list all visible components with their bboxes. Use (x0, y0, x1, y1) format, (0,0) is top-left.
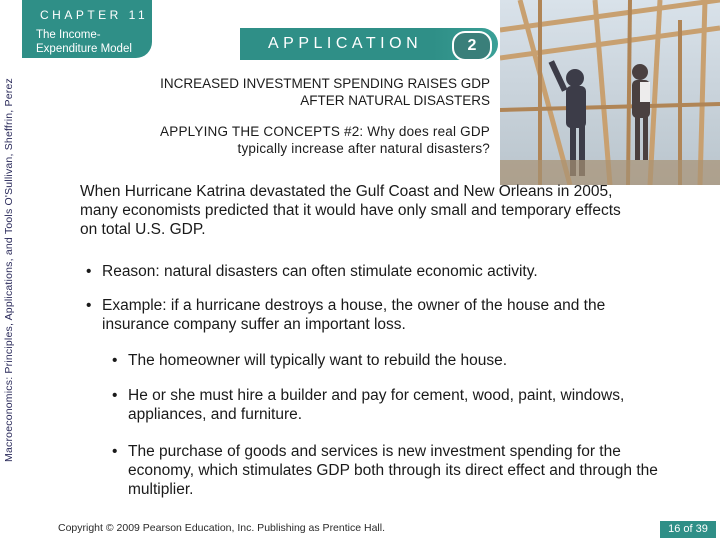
copyright-footer: Copyright © 2009 Pearson Education, Inc. Publishing as Prentice Hall. (58, 522, 386, 534)
bullet-text: The purchase of goods and services is new investment spending for the economy, which stimulates GDP both through its direct effect and through the multiplier. (128, 443, 658, 498)
house-framing-photo (500, 0, 720, 185)
page-number-badge: 16 of 39 (660, 521, 716, 538)
sub-bullet-rebuild (112, 351, 672, 370)
bullet-example (86, 296, 666, 334)
chapter-subtitle-line1: The Income- (36, 29, 101, 41)
question-line2: typically increase after natural disasters? (237, 141, 490, 156)
application-number-badge: 2 (452, 31, 492, 61)
chapter-subtitle (36, 28, 132, 56)
applying-concepts-question (70, 123, 490, 157)
application-label: APPLICATION (268, 35, 423, 52)
bullet-dot: • (86, 263, 92, 280)
bullet-dot: • (86, 297, 92, 314)
chapter-tab (22, 0, 152, 58)
bullet-reason (86, 262, 646, 281)
book-title-sidebar (0, 0, 18, 540)
bullet-text: Reason: natural disasters can often stimulate economic activity. (102, 263, 538, 280)
construction-photo-illustration (500, 0, 720, 185)
book-title-text: Macroeconomics: Principles, Applications, and Tools O'Sullivan, Sheffrin, Perez (3, 78, 15, 462)
bullet-dot: • (112, 352, 118, 369)
headline-line2: AFTER NATURAL DISASTERS (300, 93, 490, 108)
bullet-text: He or she must hire a builder and pay for cement, wood, paint, windows, appliances, and furniture. (128, 387, 625, 423)
question-line1: APPLYING THE CONCEPTS #2: Why does real GDP (160, 124, 490, 139)
sub-bullet-hire-builder (112, 386, 672, 424)
bullet-dot: • (112, 443, 118, 460)
chapter-label: CHAPTER 11 (40, 8, 149, 22)
intro-paragraph: When Hurricane Katrina devastated the Gulf Coast and New Orleans in 2005, many economists predicted that it would have only small and temporary effects on total U.S. GDP. (80, 183, 621, 238)
application-banner (240, 28, 498, 60)
bullet-text: Example: if a hurricane destroys a house, the owner of the house and the insurance company suffer an important loss. (102, 297, 606, 333)
sub-bullet-investment-spending (112, 442, 672, 499)
slide-headline (70, 75, 490, 109)
headline-line1: INCREASED INVESTMENT SPENDING RAISES GDP (160, 76, 490, 91)
bullet-dot: • (112, 387, 118, 404)
bullet-text: The homeowner will typically want to rebuild the house. (128, 352, 508, 369)
chapter-subtitle-line2: Expenditure Model (36, 43, 132, 55)
